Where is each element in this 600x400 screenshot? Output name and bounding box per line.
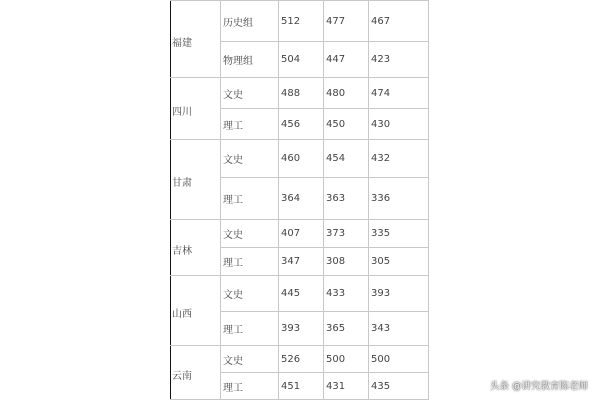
table-row	[171, 220, 429, 248]
score-cell: 445	[279, 276, 324, 312]
table-row	[171, 1, 429, 42]
track-cell: 理工	[221, 178, 279, 220]
province-cell: 福建	[171, 1, 221, 78]
score-cell: 480	[324, 78, 369, 109]
score-cell: 435	[369, 373, 429, 400]
watermark-text: 头条 @讲究教育陈老师	[489, 381, 588, 392]
score-cell: 447	[324, 42, 369, 78]
score-cell: 393	[369, 276, 429, 312]
track-cell: 物理组	[221, 42, 279, 78]
province-cell: 云南	[171, 346, 221, 400]
score-cell: 450	[324, 109, 369, 140]
score-cell: 488	[279, 78, 324, 109]
score-cell: 365	[324, 312, 369, 346]
score-cell: 343	[369, 312, 429, 346]
score-cell: 347	[279, 248, 324, 276]
score-cell: 460	[279, 140, 324, 178]
track-cell: 理工	[221, 373, 279, 400]
score-cell: 308	[324, 248, 369, 276]
score-cell: 305	[369, 248, 429, 276]
track-cell: 文史	[221, 276, 279, 312]
score-cell: 431	[324, 373, 369, 400]
score-cell: 423	[369, 42, 429, 78]
score-table	[170, 0, 429, 400]
province-cell: 甘肃	[171, 140, 221, 220]
track-cell: 文史	[221, 346, 279, 373]
score-cell: 454	[324, 140, 369, 178]
score-cell: 474	[369, 78, 429, 109]
track-cell: 文史	[221, 140, 279, 178]
track-cell: 理工	[221, 248, 279, 276]
track-cell: 历史组	[221, 1, 279, 42]
score-cell: 430	[369, 109, 429, 140]
track-cell: 文史	[221, 220, 279, 248]
score-cell: 451	[279, 373, 324, 400]
table-row	[171, 78, 429, 109]
score-cell: 432	[369, 140, 429, 178]
score-cell: 500	[324, 346, 369, 373]
score-cell: 407	[279, 220, 324, 248]
score-cell: 364	[279, 178, 324, 220]
score-cell: 467	[369, 1, 429, 42]
score-cell: 433	[324, 276, 369, 312]
province-cell: 吉林	[171, 220, 221, 276]
table-row	[171, 140, 429, 178]
province-cell: 四川	[171, 78, 221, 140]
score-cell: 336	[369, 178, 429, 220]
table-row	[171, 276, 429, 312]
score-cell: 363	[324, 178, 369, 220]
score-cell: 526	[279, 346, 324, 373]
score-cell: 373	[324, 220, 369, 248]
table-row	[171, 346, 429, 373]
track-cell: 理工	[221, 312, 279, 346]
province-cell: 山西	[171, 276, 221, 346]
score-cell: 393	[279, 312, 324, 346]
track-cell: 文史	[221, 78, 279, 109]
score-cell: 477	[324, 1, 369, 42]
score-cell: 335	[369, 220, 429, 248]
score-cell: 500	[369, 346, 429, 373]
track-cell: 理工	[221, 109, 279, 140]
score-cell: 456	[279, 109, 324, 140]
score-cell: 504	[279, 42, 324, 78]
score-cell: 512	[279, 1, 324, 42]
